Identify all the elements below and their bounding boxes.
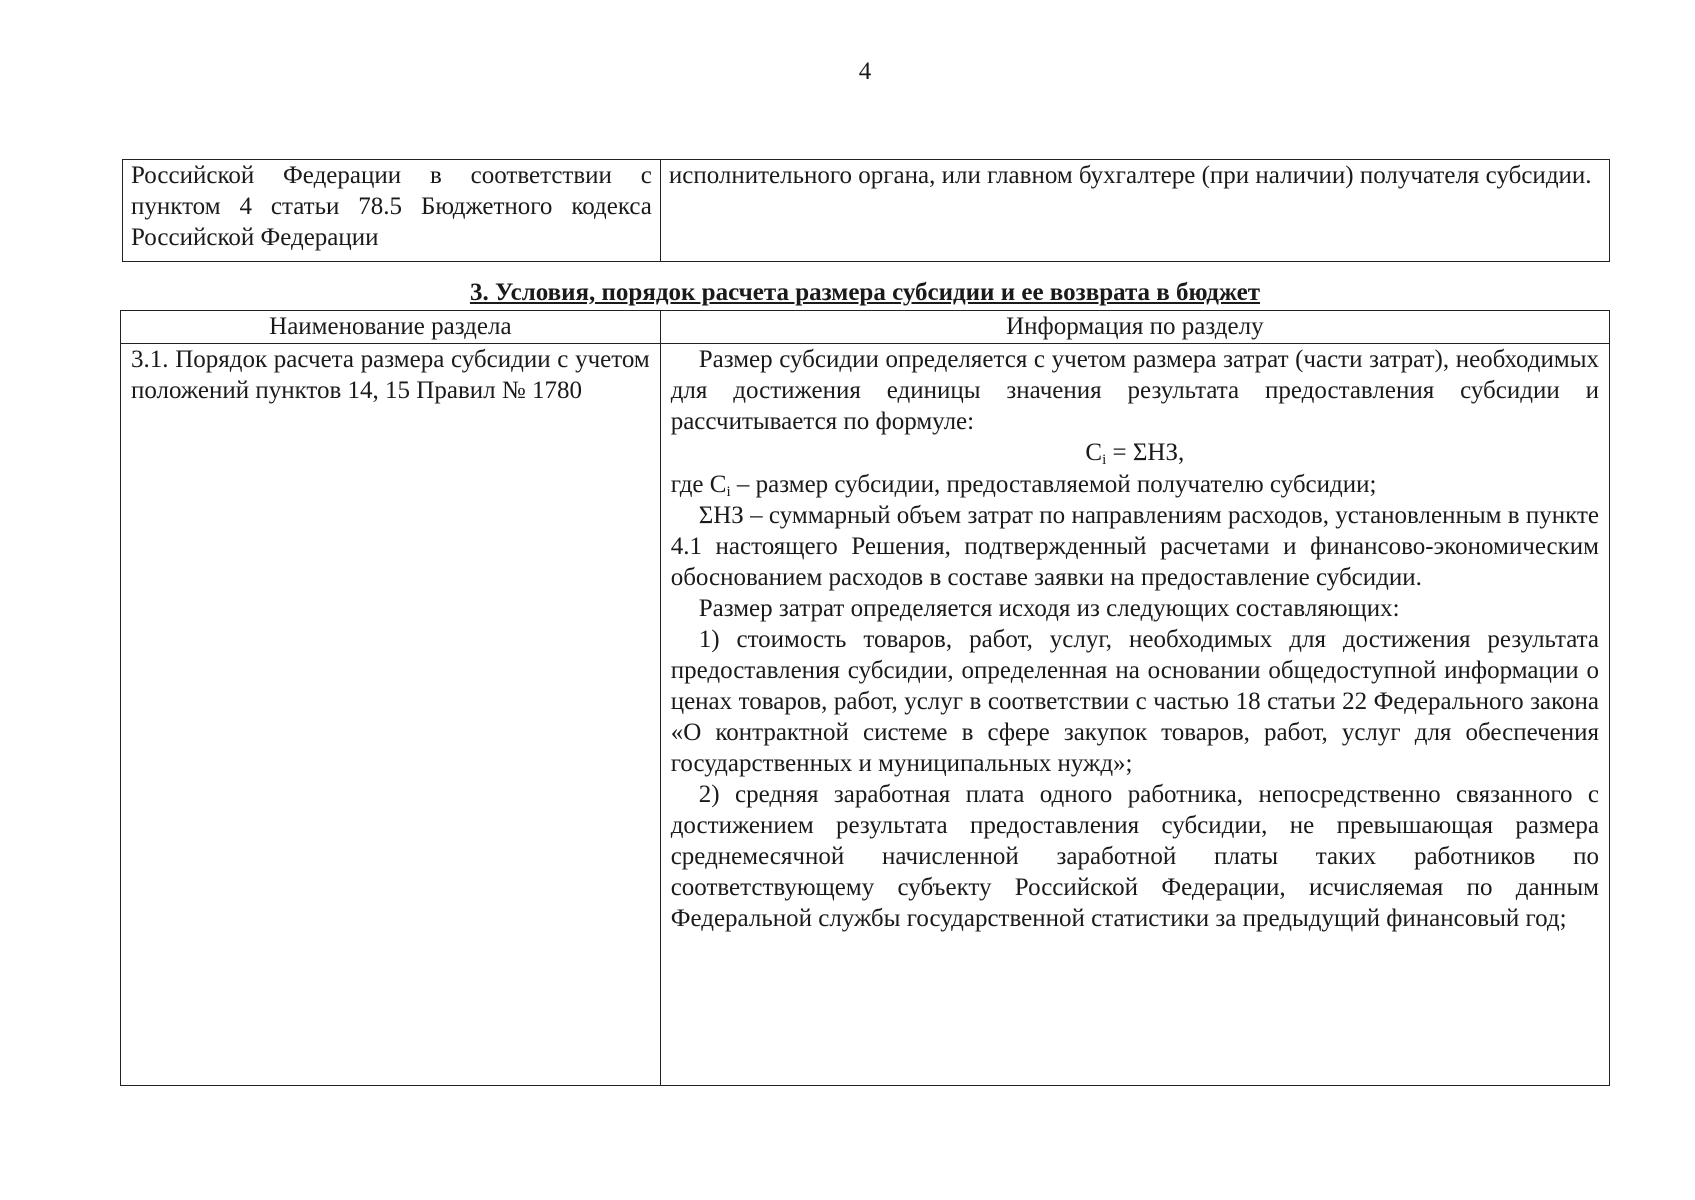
section-title: 3. Условия, порядок расчета размера субсидии и ее возврата в бюджет bbox=[469, 279, 1261, 306]
paragraph-components: Размер затрат определяется исходя из следующих составляющих: bbox=[698, 595, 1400, 622]
row-section-info bbox=[660, 344, 1609, 1086]
where-prefix: где C bbox=[670, 471, 727, 498]
table-row bbox=[121, 344, 1610, 1086]
page-number: 4 bbox=[858, 58, 872, 85]
formula-subscript: i bbox=[1102, 452, 1107, 468]
table-header-row bbox=[121, 311, 1610, 344]
list-item: 1) стоимость товаров, работ, услуг, необходимых для достижения результата предоставления субсидии, определенная на основании общедоступной информации о ценах товаров, работ, услуг в соответствии с частью 18 статьи 22 Федерального закона «О контрактной системе в сфере закупок товаров, работ, услуг для обеспечения государственных и муниципальных нужд»; bbox=[670, 626, 1599, 777]
continued-left-cell: Российской Федерации в соответствии с пунктом 4 статьи 78.5 Бюджетного кодекса Российской Федерации bbox=[123, 160, 661, 262]
paragraph-where bbox=[671, 469, 1599, 500]
formula bbox=[671, 437, 1599, 468]
list-item: 2) средняя заработная плата одного работника, непосредственно связанного с достижением результата предоставления субсидии, не превышающая размера среднемесячной начисленной заработной платы таких работников по соответствующему субъекту Российской Федерации, исчисляемая по данным Федеральной службы государственной статистики за предыдущий финансовый год; bbox=[670, 781, 1599, 932]
formula-right: = ΣНЗ, bbox=[1106, 439, 1185, 466]
continued-right-cell: исполнительного органа, или главном бухгалтере (при наличии) получателя субсидии. bbox=[660, 160, 1609, 262]
continued-table bbox=[122, 159, 1610, 262]
where-rest: – размер субсидии, предоставляемой получателю субсидии; bbox=[730, 471, 1377, 498]
conditions-table bbox=[120, 310, 1610, 1086]
header-section-info: Информация по разделу bbox=[660, 311, 1609, 344]
where-subscript: i bbox=[726, 484, 731, 500]
paragraph-subsidy-size: Размер субсидии определяется с учетом размера затрат (части затрат), необходимых для достижения единицы значения результата предоставления субсидии и рассчитывается по формуле: bbox=[670, 346, 1599, 435]
header-section-name: Наименование раздела bbox=[121, 311, 661, 344]
row-section-name: 3.1. Порядок расчета размера субсидии с учетом положений пунктов 14, 15 Правил № 1780 bbox=[121, 344, 661, 1086]
formula-left: C bbox=[1085, 439, 1103, 466]
paragraph-sum: ΣНЗ – суммарный объем затрат по направлениям расходов, установленным в пункте 4.1 настоящего Решения, подтвержденный расчетами и финансово-экономическим обоснованием расходов в составе заявки на предоставление субсидии. bbox=[670, 502, 1599, 591]
table-row bbox=[123, 160, 1610, 262]
